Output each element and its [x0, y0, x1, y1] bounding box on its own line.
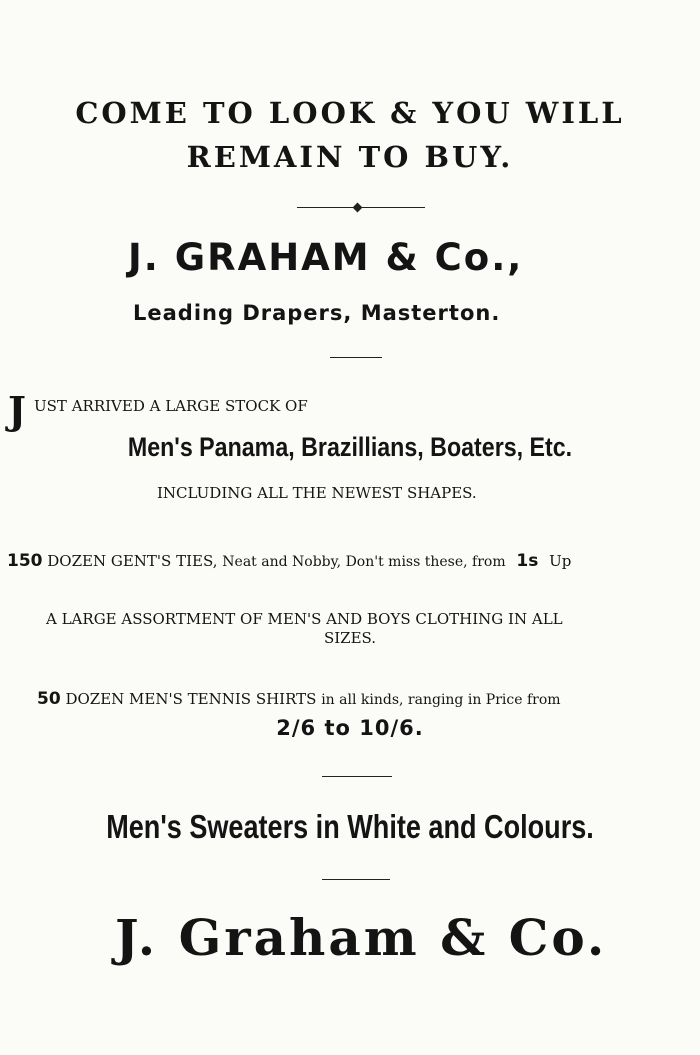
shirts-price-range: 2/6 to 10/6. — [276, 716, 424, 740]
ornament-diamond-icon — [353, 203, 363, 213]
firm-name: J. GRAHAM & Co., — [128, 236, 524, 279]
shirts-line — [37, 689, 561, 709]
ties-desc: Neat and Nobby, Don't miss these, from — [222, 554, 506, 570]
arrival-intro: UST ARRIVED A LARGE STOCK OF — [34, 397, 308, 415]
firm-tagline: Leading Drapers, Masterton. — [133, 301, 501, 325]
clothing-line-2: SIZES. — [323, 629, 377, 647]
shirts-desc: in all kinds, ranging in Price from — [321, 692, 561, 708]
divider-rule-3 — [322, 879, 390, 880]
ties-label: DOZEN GENT'S TIES, — [47, 552, 218, 570]
ties-suffix: Up — [549, 552, 572, 570]
sweaters-line: Men's Sweaters in White and Colours. — [106, 808, 594, 845]
divider-rule — [330, 357, 382, 358]
ties-qty: 150 — [7, 551, 43, 571]
arrival-items: Men's Panama, Brazillians, Boaters, Etc. — [127, 432, 573, 462]
arrival-note: INCLUDING ALL THE NEWEST SHAPES. — [157, 484, 477, 502]
ties-price: 1s — [516, 551, 539, 571]
drop-cap: J — [8, 388, 26, 433]
shirts-qty: 50 — [37, 689, 61, 709]
ties-line — [7, 551, 571, 571]
divider-rule-2 — [322, 776, 392, 777]
headline-line-2: REMAIN TO BUY. — [186, 140, 514, 174]
headline-line-1: COME TO LOOK & YOU WILL — [75, 96, 625, 130]
shirts-label: DOZEN MEN'S TENNIS SHIRTS — [65, 690, 317, 708]
clothing-line-1: A LARGE ASSORTMENT OF MEN'S AND BOYS CLOTHING IN ALL — [46, 610, 563, 628]
footer-signature: J. Graham & Co. — [115, 908, 608, 967]
